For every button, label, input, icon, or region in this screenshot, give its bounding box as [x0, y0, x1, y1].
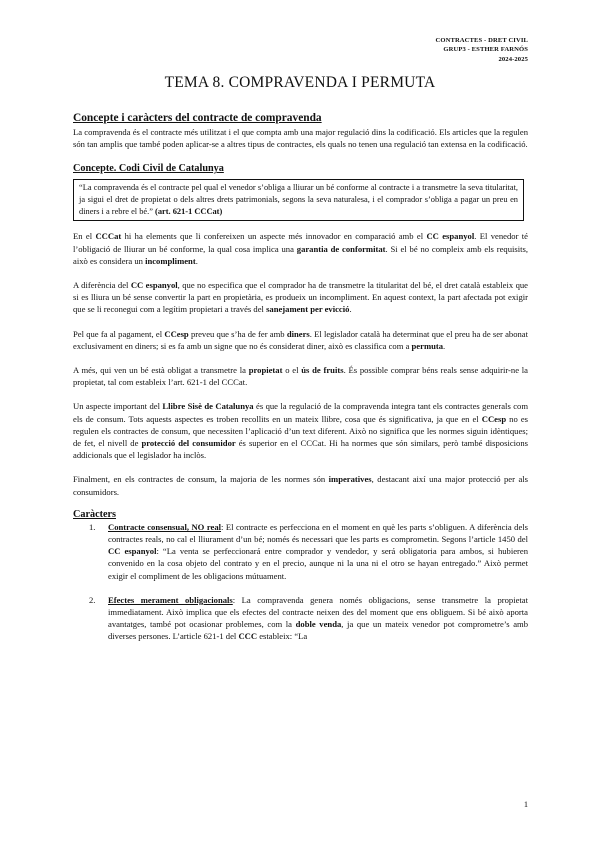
- characteristics-list: [73, 521, 528, 643]
- list-item: 1. Contracte consensual, NO real: El contracte es perfecciona en el moment en què les parts s’obliguen. A diferència dels contractes reals, no cal el lliurament d’un bé; només és necessari que les parts es comprometin. Segons l’article 1450 del CC espanyol: “La venta se perfeccionará entre comprador y vendedor, y será obligatoria para ambos, si hubieren convenido en la cosa objeto del contrato y en el precio, aunque ni la una ni el otro se hayan entregado.” Això permet exigir el compliment de les obligacions mútuament.: [89, 521, 529, 581]
- subsection-heading: Concepte. Codi Civil de Catalunya: [73, 163, 224, 175]
- paragraph: A més, qui ven un bé està obligat a transmetre la propietat o el ús de fruits. És possible comprar béns reals sense adquirir-ne la propietat, tal com estableix l’art. 621-1 del CCCat.: [73, 365, 528, 388]
- list-number: 1.: [89, 521, 96, 532]
- paragraph: Pel que fa al pagament, el CCesp preveu que s’ha de fer amb diners. El legislador català ha determinat que el preu ha de ser abonat exclusivament en diners; si es fa amb un signe que no és considerat diner, això es classifica com a permuta.: [73, 328, 529, 351]
- quote-reference: (art. 621-1 CCCat): [155, 207, 223, 217]
- main-content: [73, 111, 528, 643]
- header-year: 2024-2025: [498, 55, 528, 63]
- header-group: GRUP3 - ESTHER FARNÓS: [443, 46, 528, 54]
- list-number: 2.: [89, 594, 96, 605]
- definition-quote-box: [73, 179, 524, 221]
- section-heading: Concepte i caràcters del contracte de compravenda: [73, 112, 322, 124]
- paragraph: En el CCCat hi ha elements que li confereixen un aspecte més innovador en comparació amb el CC espanyol. El venedor té l’obligació de lliurar un bé conforme, la qual cosa implica una garantia de conformitat. Si el bé no compleix amb els requisits, això es considera un incompliment.: [73, 231, 528, 266]
- running-header: [436, 36, 529, 64]
- paragraph: Un aspecte important del Llibre Sisè de Catalunya és que la regulació de la compravenda integra tant els contractes generals com els de consum. Tots aquests aspectes es troben recollits en un mateix llibre, cosa que és significativa, ja que en el CCesp no es regulen els contractes de consum, que necessiten l’aplicació d’un text diferent. Això no significa que les normes siguin idèntiques; de fet, el nivell de protecció del consumidor és superior en el CCCat. Hi ha normes que són similars, però també disposicions addicionals que el legislador ha inclòs.: [73, 401, 529, 461]
- quote-text: “La compravenda és el contracte pel qual el venedor s’obliga a lliurar un bé conforme al contracte i a transmetre la seva titularitat, ja sigui el dret de propietat o dels altres drets patrimonials, segons la seva naturalesa, i el comprador s’obliga a pagar un preu en diners i a rebre el bé.”: [79, 183, 518, 217]
- paragraph: A diferència del CC espanyol, que no especifica que el comprador ha de transmetre la titularitat del bé, el dret català estableix que si es lliura un bé sense convertir la part en propietària, es produeix un incompliment. En aquest context, la part afectada pot exigir que se li reconegui com a legítim propietari a través del sanejament per evicció.: [73, 280, 528, 315]
- paragraph: Finalment, en els contractes de consum, la majoria de les normes són imperatives, destacant així una major protecció per als consumidors.: [73, 474, 528, 497]
- page-title: TEMA 8. COMPRAVENDA I PERMUTA: [164, 74, 436, 91]
- list-item: 2. Efectes merament obligacionals: La compravenda genera només obligacions, sense transmetre la propietat immediatament. Això implica que els efectes del contracte neixen des del moment que ens obliguem. Si bé això aporta avantatges, també pot ocasionar problemes, com la doble venda, ja que un mateix venedor pot comprometre’s amb diverses persones. L’article 621-1 del CCC estableix: “La: [89, 594, 528, 642]
- header-course: CONTRACTES - DRET CIVIL: [435, 37, 528, 44]
- page-number: 1: [523, 800, 528, 809]
- intro-paragraph: La compravenda és el contracte més utilitzat i el que compta amb una major regulació dins la codificació. Els articles que la regulen són tan amplis que també poden aplicar-se a altres tipus de contractes, els quals no tenen una regulació tan extensa en la codificació.: [73, 127, 528, 150]
- subsection-heading: Caràcters: [73, 508, 116, 520]
